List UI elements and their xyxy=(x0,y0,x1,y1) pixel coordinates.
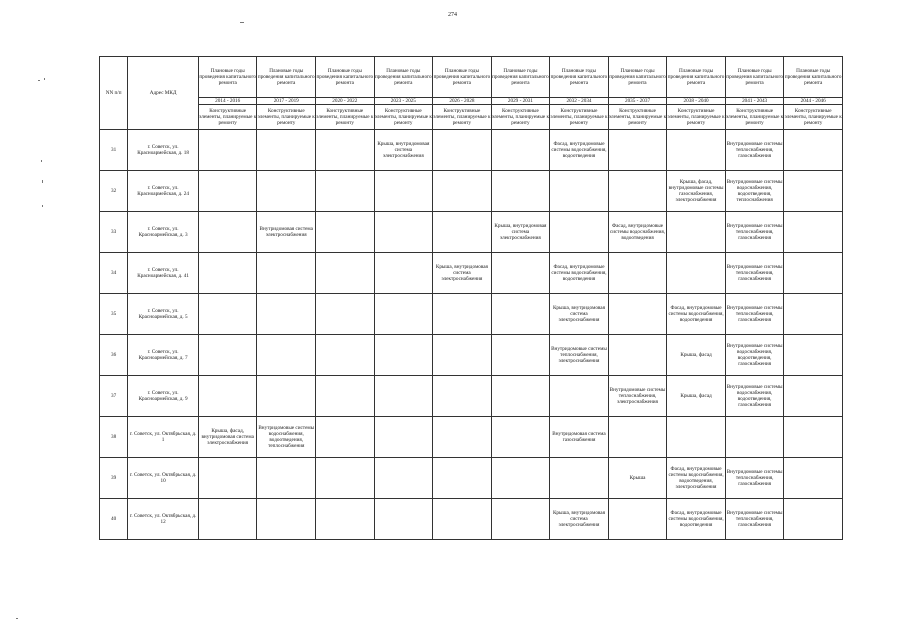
header-planned-years: Плановые годы проведения капитального ремонта xyxy=(198,57,257,98)
row-address: г. Советск, ул. Октябрьская, д. 12 xyxy=(128,499,199,540)
repair-cell xyxy=(491,458,550,499)
repair-cell xyxy=(784,376,843,417)
header-period: 2017 - 2019 xyxy=(257,98,316,105)
repair-cell xyxy=(198,171,257,212)
header-period: 2038 - 2040 xyxy=(667,98,726,105)
repair-cell: Крыша, фасад, внутридомовые системы газоснабжения, электроснабжения xyxy=(667,171,726,212)
repair-cell xyxy=(316,130,375,171)
repair-cell: Внутридомовая система газоснабжения xyxy=(550,417,609,458)
repair-cell xyxy=(608,253,667,294)
repair-cell xyxy=(784,458,843,499)
row-address: г. Советск, ул. Октябрьская, д. 1 xyxy=(128,417,199,458)
repair-cell xyxy=(608,417,667,458)
repair-cell: Крыша, внутридомовая система электроснабжения xyxy=(433,253,492,294)
row-number: 38 xyxy=(100,417,128,458)
row-address: г. Советск, ул. Красноармейская, д. 18 xyxy=(128,130,199,171)
repair-cell xyxy=(316,417,375,458)
repair-cell xyxy=(491,253,550,294)
row-address: г. Советск, ул. Красноармейская, д. 24 xyxy=(128,171,199,212)
repair-cell xyxy=(725,417,784,458)
repair-cell xyxy=(316,335,375,376)
repair-cell xyxy=(433,417,492,458)
header-planned-years: Плановые годы проведения капитального ремонта xyxy=(667,57,726,98)
repair-cell: Внутридомовые системы теплоснабжения, газоснабжения xyxy=(725,212,784,253)
repair-cell: Внутридомовые системы теплоснабжения, газоснабжения xyxy=(725,253,784,294)
scan-mark xyxy=(240,22,244,23)
repair-cell: Фасад, внутридомовые системы водоснабжения, водоотведения xyxy=(667,294,726,335)
row-number: 31 xyxy=(100,130,128,171)
repair-cell xyxy=(433,294,492,335)
header-elements: Конструктивные элементы, планируемые к ремонту xyxy=(667,105,726,130)
header-planned-years: Плановые годы проведения капитального ремонта xyxy=(433,57,492,98)
repair-cell: Внутридомовые системы водоснабжения, водоотведения, теплоснабжения xyxy=(725,171,784,212)
repair-cell: Фасад, внутридомовые системы водоснабжения, водоотведения xyxy=(667,499,726,540)
repair-cell xyxy=(316,294,375,335)
header-planned-years: Плановые годы проведения капитального ремонта xyxy=(491,57,550,98)
row-number: 39 xyxy=(100,458,128,499)
repair-cell xyxy=(491,417,550,458)
header-planned-years: Плановые годы проведения капитального ремонта xyxy=(608,57,667,98)
header-elements: Конструктивные элементы, планируемые к ремонту xyxy=(784,105,843,130)
repair-cell xyxy=(374,499,433,540)
repair-cell xyxy=(257,499,316,540)
repair-cell xyxy=(784,253,843,294)
repair-cell xyxy=(433,499,492,540)
repair-cell xyxy=(667,253,726,294)
table-row xyxy=(100,294,843,335)
repair-cell xyxy=(491,499,550,540)
repair-cell xyxy=(316,376,375,417)
repair-cell xyxy=(491,376,550,417)
table-row xyxy=(100,253,843,294)
repair-cell: Крыша, внутридомовая система электроснабжения xyxy=(374,130,433,171)
header-planned-years: Плановые годы проведения капитального ремонта xyxy=(257,57,316,98)
repair-cell xyxy=(784,212,843,253)
repair-cell xyxy=(433,130,492,171)
repair-cell: Внутридомовые системы водоснабжения, водоотведения, теплоснабжения xyxy=(257,417,316,458)
page-number: 274 xyxy=(448,12,457,18)
repair-cell: Внутридомовые системы водоснабжения, водоотведения, газоснабжения xyxy=(725,335,784,376)
table-row xyxy=(100,171,843,212)
repair-cell xyxy=(316,499,375,540)
repair-schedule-table xyxy=(99,56,843,540)
repair-cell xyxy=(550,171,609,212)
repair-cell: Крыша, внутридомовая система электроснабжения xyxy=(491,212,550,253)
repair-cell: Внутридомовые системы теплоснабжения, газоснабжения xyxy=(725,458,784,499)
row-address: г. Советск, ул. Красноармейская, д. 7 xyxy=(128,335,199,376)
repair-cell xyxy=(784,171,843,212)
table-row xyxy=(100,212,843,253)
repair-cell xyxy=(374,253,433,294)
repair-cell xyxy=(198,458,257,499)
repair-cell: Фасад, внутридомовые системы водоснабжения, водоотведения xyxy=(550,130,609,171)
repair-cell xyxy=(433,335,492,376)
repair-cell xyxy=(198,212,257,253)
repair-cell xyxy=(257,253,316,294)
row-number: 37 xyxy=(100,376,128,417)
repair-cell xyxy=(198,130,257,171)
header-elements: Конструктивные элементы, планируемые к ремонту xyxy=(608,105,667,130)
repair-cell xyxy=(257,294,316,335)
table-row xyxy=(100,130,843,171)
repair-cell xyxy=(784,130,843,171)
repair-cell xyxy=(374,212,433,253)
repair-cell xyxy=(374,417,433,458)
repair-cell xyxy=(316,253,375,294)
repair-cell: Фасад, внутридомовые системы водоснабжения, водоотведения xyxy=(608,212,667,253)
table-row xyxy=(100,335,843,376)
header-period: 2020 - 2022 xyxy=(316,98,375,105)
row-address: г. Советск, ул. Красноармейская, д. 3 xyxy=(128,212,199,253)
header-planned-years: Плановые годы проведения капитального ремонта xyxy=(550,57,609,98)
header-period: 2032 - 2034 xyxy=(550,98,609,105)
row-address: г. Советск, ул. Октябрьская, д. 10 xyxy=(128,458,199,499)
header-elements: Конструктивные элементы, планируемые к ремонту xyxy=(491,105,550,130)
scan-mark xyxy=(41,160,42,162)
table-row xyxy=(100,458,843,499)
repair-cell xyxy=(608,294,667,335)
header-planned-years: Плановые годы проведения капитального ремонта xyxy=(316,57,375,98)
row-address: г. Советск, ул. Красноармейская, д. 5 xyxy=(128,294,199,335)
repair-cell xyxy=(316,171,375,212)
table-row xyxy=(100,499,843,540)
repair-cell: Внутридомовые системы теплоснабжения, электроснабжения xyxy=(608,376,667,417)
header-elements: Конструктивные элементы, планируемые к ремонту xyxy=(374,105,433,130)
row-number: 35 xyxy=(100,294,128,335)
row-number: 34 xyxy=(100,253,128,294)
repair-cell xyxy=(198,376,257,417)
repair-cell xyxy=(433,171,492,212)
repair-cell xyxy=(491,294,550,335)
repair-cell: Крыша, фасад xyxy=(667,376,726,417)
repair-cell xyxy=(257,458,316,499)
repair-cell xyxy=(550,212,609,253)
repair-cell xyxy=(257,130,316,171)
repair-cell: Крыша, внутридомовая система электроснабжения xyxy=(550,294,609,335)
repair-cell xyxy=(316,212,375,253)
repair-cell xyxy=(374,171,433,212)
scan-mark xyxy=(16,618,18,619)
header-period: 2023 - 2025 xyxy=(374,98,433,105)
repair-cell: Крыша, внутридомовая система электроснабжения xyxy=(550,499,609,540)
repair-cell xyxy=(667,417,726,458)
header-period: 2035 - 2037 xyxy=(608,98,667,105)
header-planned-years: Плановые годы проведения капитального ремонта xyxy=(784,57,843,98)
repair-cell xyxy=(374,294,433,335)
repair-cell xyxy=(784,499,843,540)
repair-cell: Крыша, фасад, внутридомовая система электроснабжения xyxy=(198,417,257,458)
repair-cell xyxy=(374,376,433,417)
header-elements: Конструктивные элементы, планируемые к ремонту xyxy=(198,105,257,130)
repair-cell xyxy=(374,335,433,376)
repair-cell xyxy=(316,458,375,499)
header-elements: Конструктивные элементы, планируемые к ремонту xyxy=(316,105,375,130)
repair-cell: Фасад, внутридомовые системы водоснабжения, водоотведения xyxy=(550,253,609,294)
repair-cell: Крыша xyxy=(608,458,667,499)
header-elements: Конструктивные элементы, планируемые к ремонту xyxy=(550,105,609,130)
repair-cell xyxy=(667,130,726,171)
header-period: 2029 - 2031 xyxy=(491,98,550,105)
repair-cell xyxy=(433,212,492,253)
repair-cell xyxy=(198,294,257,335)
header-elements: Конструктивные элементы, планируемые к ремонту xyxy=(433,105,492,130)
repair-cell: Внутридомовые системы теплоснабжения, газоснабжения xyxy=(725,294,784,335)
repair-cell xyxy=(433,376,492,417)
repair-cell xyxy=(608,130,667,171)
row-address: г. Советск, ул. Красноармейская, д. 41 xyxy=(128,253,199,294)
repair-cell xyxy=(491,335,550,376)
repair-cell xyxy=(374,458,433,499)
repair-cell xyxy=(550,458,609,499)
row-address: г. Советск, ул. Красноармейская, д. 9 xyxy=(128,376,199,417)
repair-cell xyxy=(784,417,843,458)
repair-cell xyxy=(433,458,492,499)
repair-cell: Внутридомовые системы теплоснабжения, газоснабжения xyxy=(725,130,784,171)
row-number: 33 xyxy=(100,212,128,253)
header-period: 2041 - 2043 xyxy=(725,98,784,105)
table-row xyxy=(100,376,843,417)
repair-cell: Внутридомовые системы теплоснабжения, электроснабжения xyxy=(550,335,609,376)
repair-cell: Внутридомовые системы водоснабжения, водоотведения, газоснабжения xyxy=(725,376,784,417)
repair-cell xyxy=(257,376,316,417)
header-planned-years: Плановые годы проведения капитального ремонта xyxy=(725,57,784,98)
scan-mark xyxy=(38,80,40,81)
repair-cell: Фасад, внутридомовые системы водоснабжения, водоотведения, электроснабжения xyxy=(667,458,726,499)
header-elements: Конструктивные элементы, планируемые к ремонту xyxy=(725,105,784,130)
header-address: Адрес МКД xyxy=(128,57,199,130)
repair-cell xyxy=(608,499,667,540)
repair-cell xyxy=(608,335,667,376)
header-period: 2014 - 2016 xyxy=(198,98,257,105)
repair-cell xyxy=(784,294,843,335)
repair-cell xyxy=(608,171,667,212)
row-number: 40 xyxy=(100,499,128,540)
row-number: 32 xyxy=(100,171,128,212)
repair-cell xyxy=(784,335,843,376)
scan-mark xyxy=(42,180,43,183)
repair-cell: Крыша, фасад xyxy=(667,335,726,376)
repair-cell: Внутридомовые системы теплоснабжения, газоснабжения xyxy=(725,499,784,540)
header-elements: Конструктивные элементы, планируемые к ремонту xyxy=(257,105,316,130)
repair-cell xyxy=(550,376,609,417)
header-period: 2026 - 2028 xyxy=(433,98,492,105)
row-number: 36 xyxy=(100,335,128,376)
repair-cell: Внутридомовая система электроснабжения xyxy=(257,212,316,253)
repair-cell xyxy=(491,130,550,171)
repair-cell xyxy=(198,253,257,294)
repair-cell xyxy=(257,171,316,212)
header-planned-years: Плановые годы проведения капитального ремонта xyxy=(374,57,433,98)
header-num: NN п/п xyxy=(100,57,128,130)
scan-mark xyxy=(42,205,43,207)
scan-mark xyxy=(44,78,45,80)
table-row xyxy=(100,417,843,458)
repair-cell xyxy=(491,171,550,212)
repair-cell xyxy=(257,335,316,376)
repair-cell xyxy=(667,212,726,253)
header-period: 2044 - 2046 xyxy=(784,98,843,105)
repair-cell xyxy=(198,335,257,376)
repair-cell xyxy=(198,499,257,540)
